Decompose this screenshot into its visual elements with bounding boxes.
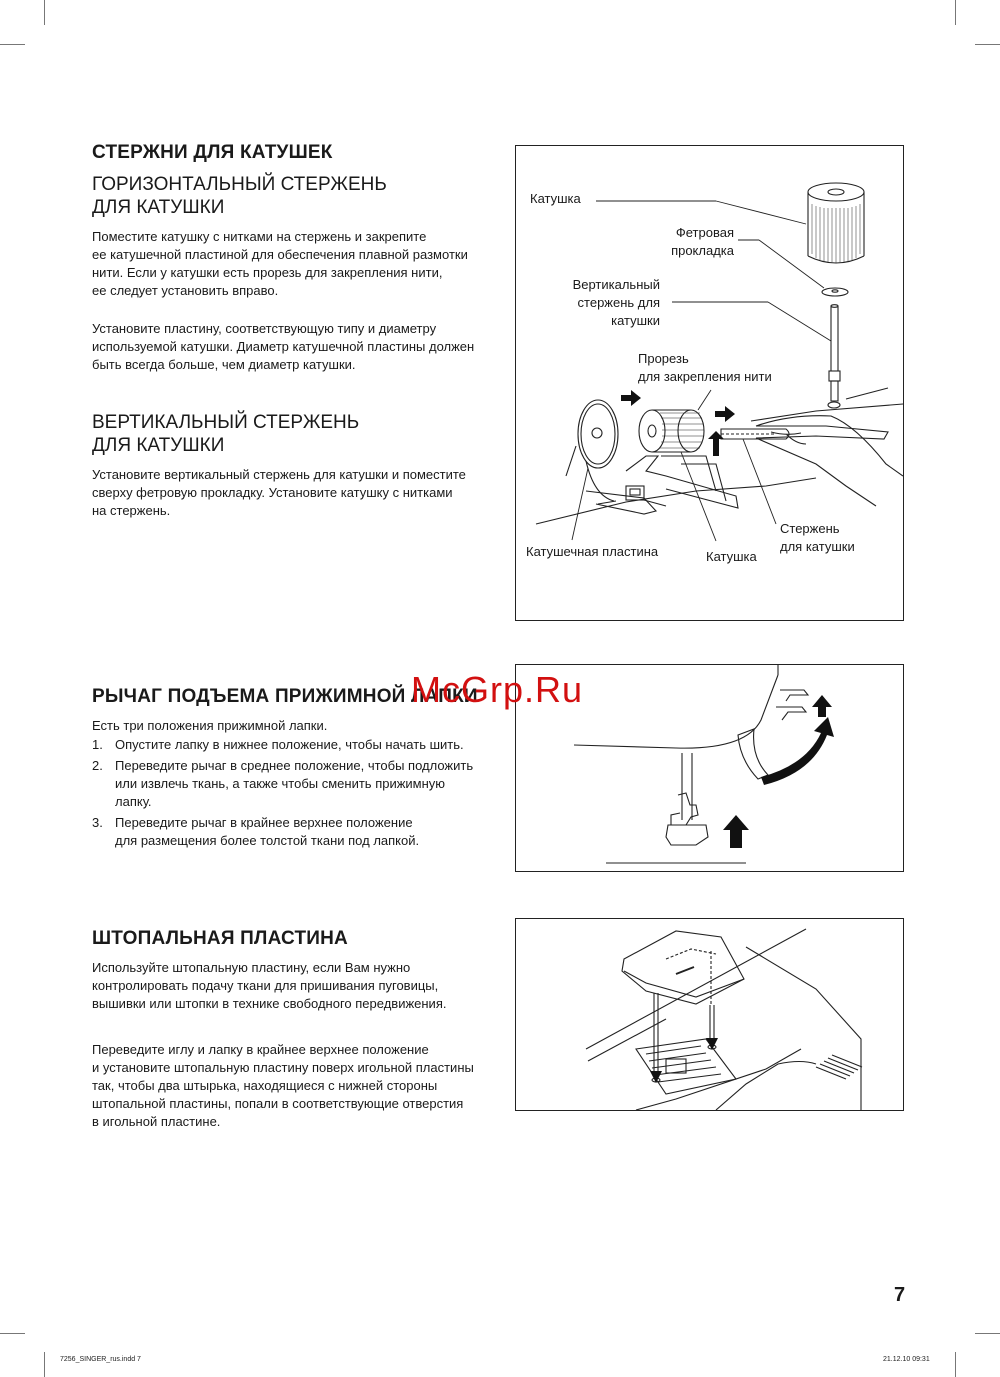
section-title-darning-plate: ШТОПАЛЬНАЯ ПЛАСТИНА — [92, 928, 348, 949]
figure-darning-plate — [515, 918, 904, 1111]
paragraph-horizontal-pin: Поместите катушку с нитками на стержень и закрепите ее катушечной пластиной для обеспечения плавной размотки нити. Если у катушки есть прорезь для закрепления нити, ее следует установить вправо. — [92, 229, 468, 298]
list-item: 3. Переведите рычаг в крайнее верхнее положение для размещения более толстой ткани под лапкой. — [92, 815, 420, 848]
presser-lever-intro: Есть три положения прижимной лапки. — [92, 718, 328, 733]
crop-mark — [955, 0, 956, 25]
list-item: 1. Опустите лапку в нижнее положение, чтобы начать шить. — [92, 737, 464, 752]
footer-file: 7256_SINGER_rus.indd 7 — [60, 1356, 141, 1363]
paragraph-vertical-pin: Установите вертикальный стержень для катушки и поместите сверху фетровую прокладку. Установите катушку с нитками на стержень. — [92, 467, 466, 518]
paragraph-darning-use: Используйте штопальную пластину, если Вам нужно контролировать подачу ткани для пришивания пуговицы, вышивки или штопки в технике свободного передвижения. — [92, 960, 447, 1011]
label-spool-top: Катушка — [530, 191, 581, 206]
crop-mark — [975, 1333, 1000, 1334]
subtitle-horizontal-pin: ГОРИЗОНТАЛЬНЫЙ СТЕРЖЕНЬ ДЛЯ КАТУШКИ — [92, 174, 387, 218]
section-title-spool-pins: СТЕРЖНИ ДЛЯ КАТУШЕК — [92, 142, 333, 163]
label-vertical-pin: Вертикальный стержень для катушки — [572, 277, 660, 328]
presser-lever-list — [92, 736, 502, 850]
crop-mark — [44, 1352, 45, 1377]
footer-date: 21.12.10 09:31 — [883, 1356, 930, 1363]
paragraph-darning-install: Переведите иглу и лапку в крайнее верхнее положение и установите штопальную пластину поверх игольной пластины так, чтобы два штырька, находящиеся с нижней стороны штопальной пластины, попали в соответствующие отверстия в игольной пластине. — [92, 1042, 474, 1129]
crop-mark — [0, 1333, 25, 1334]
darning-plate-illustration — [516, 919, 903, 1110]
label-felt-pad: Фетровая прокладка — [671, 225, 734, 258]
subtitle-vertical-pin: ВЕРТИКАЛЬНЫЙ СТЕРЖЕНЬ ДЛЯ КАТУШКИ — [92, 412, 360, 456]
watermark: McGrp.Ru — [411, 669, 584, 710]
crop-mark — [0, 44, 25, 45]
label-slot: Прорезь для закрепления нити — [638, 351, 772, 384]
label-spool-cap: Катушечная пластина — [526, 544, 659, 559]
crop-mark — [975, 44, 1000, 45]
list-item: 2. Переведите рычаг в среднее положение, чтобы подложить или извлечь ткань, а также чтобы сменить прижимную лапку. — [92, 758, 474, 809]
page-number: 7 — [894, 1284, 906, 1306]
crop-mark — [44, 0, 45, 25]
label-spool-pin: Стержень для катушки — [780, 521, 855, 554]
section-title-presser-lever: РЫЧАГ ПОДЪЕМА ПРИЖИМНОЙ ЛАПКИ — [92, 686, 478, 707]
figure-spool-pins — [515, 145, 904, 621]
label-spool-bottom: Катушка — [706, 549, 757, 564]
crop-mark — [955, 1352, 956, 1377]
paragraph-spool-cap: Установите пластину, соответствующую типу и диаметру используемой катушки. Диаметр катушечной пластины должен быть всегда больше, чем диаметр катушки. — [92, 321, 475, 372]
